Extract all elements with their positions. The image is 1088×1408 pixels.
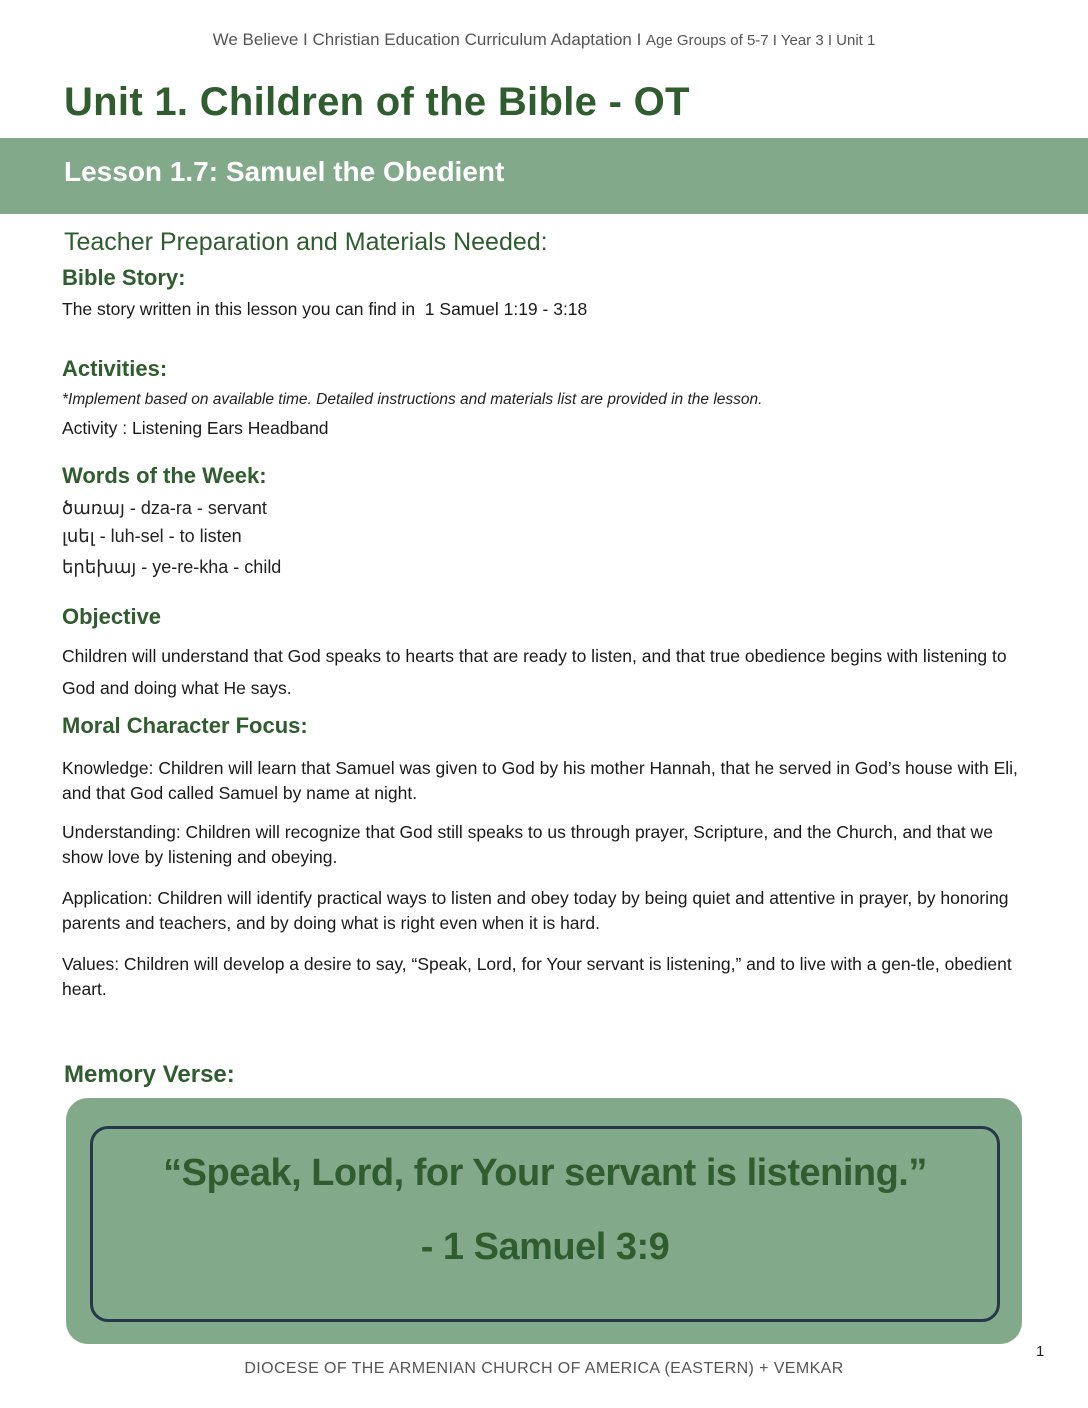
moral-values: Values: Children will develop a desire to say, “Speak, Lord, for Your servant is listening,” and to live with a gen-tle, obedient heart. xyxy=(62,954,1012,999)
memory-verse-heading: Memory Verse: xyxy=(64,1061,235,1088)
moral-understanding: Understanding: Children will recognize that God still speaks to us through prayer, Scripture, and the Church, and that we show love by listening and obeying. xyxy=(62,822,993,867)
activities-note: *Implement based on available time. Detailed instructions and materials list are provided in the lesson. xyxy=(62,391,763,408)
header-prefix: We Believe I Christian Education Curriculum Adaptation I xyxy=(212,30,642,49)
prep-heading: Teacher Preparation and Materials Needed: xyxy=(64,228,548,256)
word-item: ծառայ - dza-ra - servant xyxy=(62,498,267,518)
activity-item: Activity : Listening Ears Headband xyxy=(62,418,329,438)
moral-knowledge: Knowledge: Children will learn that Samuel was given to God by his mother Hannah, that he served in God’s house with Eli, and that God called Samuel by name at night. xyxy=(62,758,1018,803)
footer: DIOCESE OF THE ARMENIAN CHURCH OF AMERICA (EASTERN) + VEMKAR xyxy=(244,1360,844,1377)
bible-story-heading: Bible Story: xyxy=(62,265,186,290)
moral-application: Application: Children will identify practical ways to listen and obey today by being quiet and attentive in prayer, by honoring parents and teachers, and by doing what is right even when it is hard. xyxy=(62,888,1009,933)
memory-verse-reference: - 1 Samuel 3:9 xyxy=(420,1226,670,1268)
running-header xyxy=(0,30,1088,50)
page-number: 1 xyxy=(1036,1343,1045,1360)
bible-story-text: The story written in this lesson you can find in 1 Samuel 1:19 - 3:18 xyxy=(62,299,588,319)
activities-heading: Activities: xyxy=(62,356,168,381)
word-item: լսել - luh-sel - to listen xyxy=(62,526,242,546)
moral-heading: Moral Character Focus: xyxy=(62,713,308,738)
word-item: երեխայ - ye-re-kha - child xyxy=(62,557,282,577)
objective-text: Children will understand that God speaks to hearts that are ready to listen, and that true obedience begins with listening to God and doing what He says. xyxy=(62,646,1007,698)
unit-title: Unit 1. Children of the Bible - OT xyxy=(64,80,690,124)
header-suffix: Age Groups of 5-7 I Year 3 I Unit 1 xyxy=(646,32,876,49)
memory-verse-text: “Speak, Lord, for Your servant is listening.” xyxy=(163,1152,927,1194)
objective-heading: Objective xyxy=(62,604,162,629)
words-heading: Words of the Week: xyxy=(62,463,267,488)
lesson-title: Lesson 1.7: Samuel the Obedient xyxy=(64,156,505,187)
